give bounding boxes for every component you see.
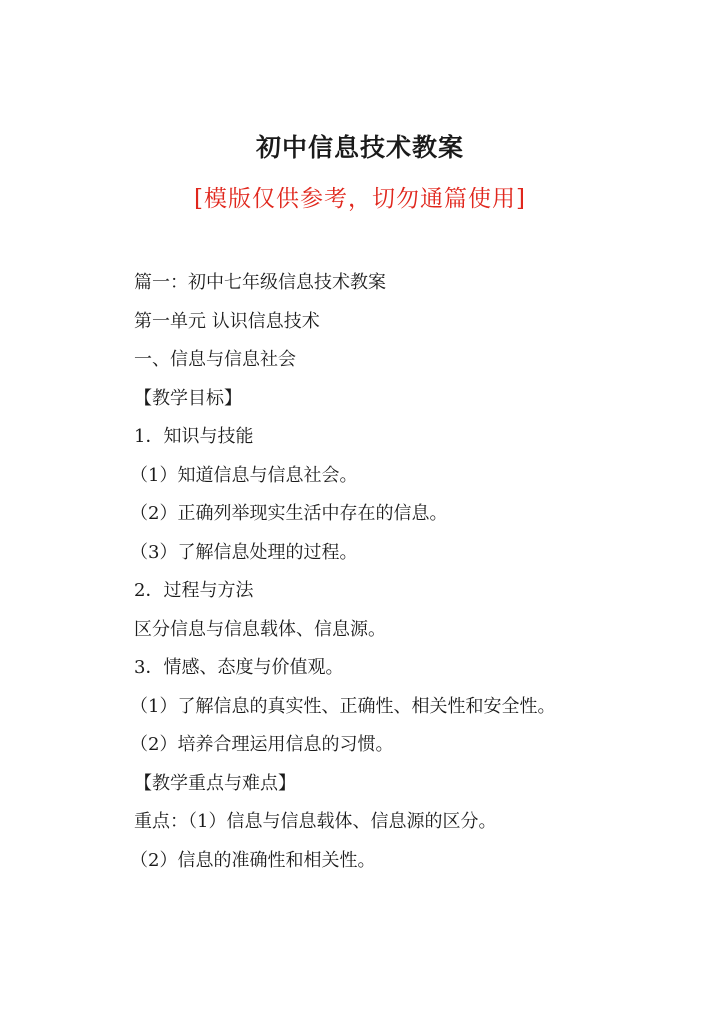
- document-body: [130, 268, 694, 884]
- key-points-heading: 【教学重点与难点】: [134, 772, 296, 794]
- objective-item: （3）了解信息处理的过程。: [130, 541, 358, 563]
- objective-item: （1）了解信息的真实性、正确性、相关性和安全性。: [130, 695, 556, 717]
- objective-item: （1）知道信息与信息社会。: [130, 464, 358, 486]
- objectives-heading: 【教学目标】: [134, 387, 242, 409]
- objective-category: 2．过程与方法: [134, 580, 254, 601]
- key-point-item: 重点：（1）信息与信息载体、信息源的区分。: [134, 811, 497, 832]
- key-point-item: （2）信息的准确性和相关性。: [130, 849, 376, 871]
- objective-category: 3．情感、态度与价值观。: [134, 657, 344, 678]
- objective-text: 区分信息与信息载体、信息源。: [134, 618, 386, 640]
- document-title: 初中信息技术教案: [255, 133, 464, 162]
- objective-item: （2）培养合理运用信息的习惯。: [130, 734, 394, 755]
- lesson-heading: 一、信息与信息社会: [134, 349, 296, 370]
- unit-heading: 第一单元 认识信息技术: [134, 310, 320, 332]
- objective-item: （2）正确列举现实生活中存在的信息。: [130, 503, 448, 524]
- objective-category: 1．知识与技能: [134, 426, 254, 447]
- template-notice: [模版仅供参考，切勿通篇使用]: [194, 186, 526, 212]
- section-heading: 篇一：初中七年级信息技术教案: [134, 272, 386, 293]
